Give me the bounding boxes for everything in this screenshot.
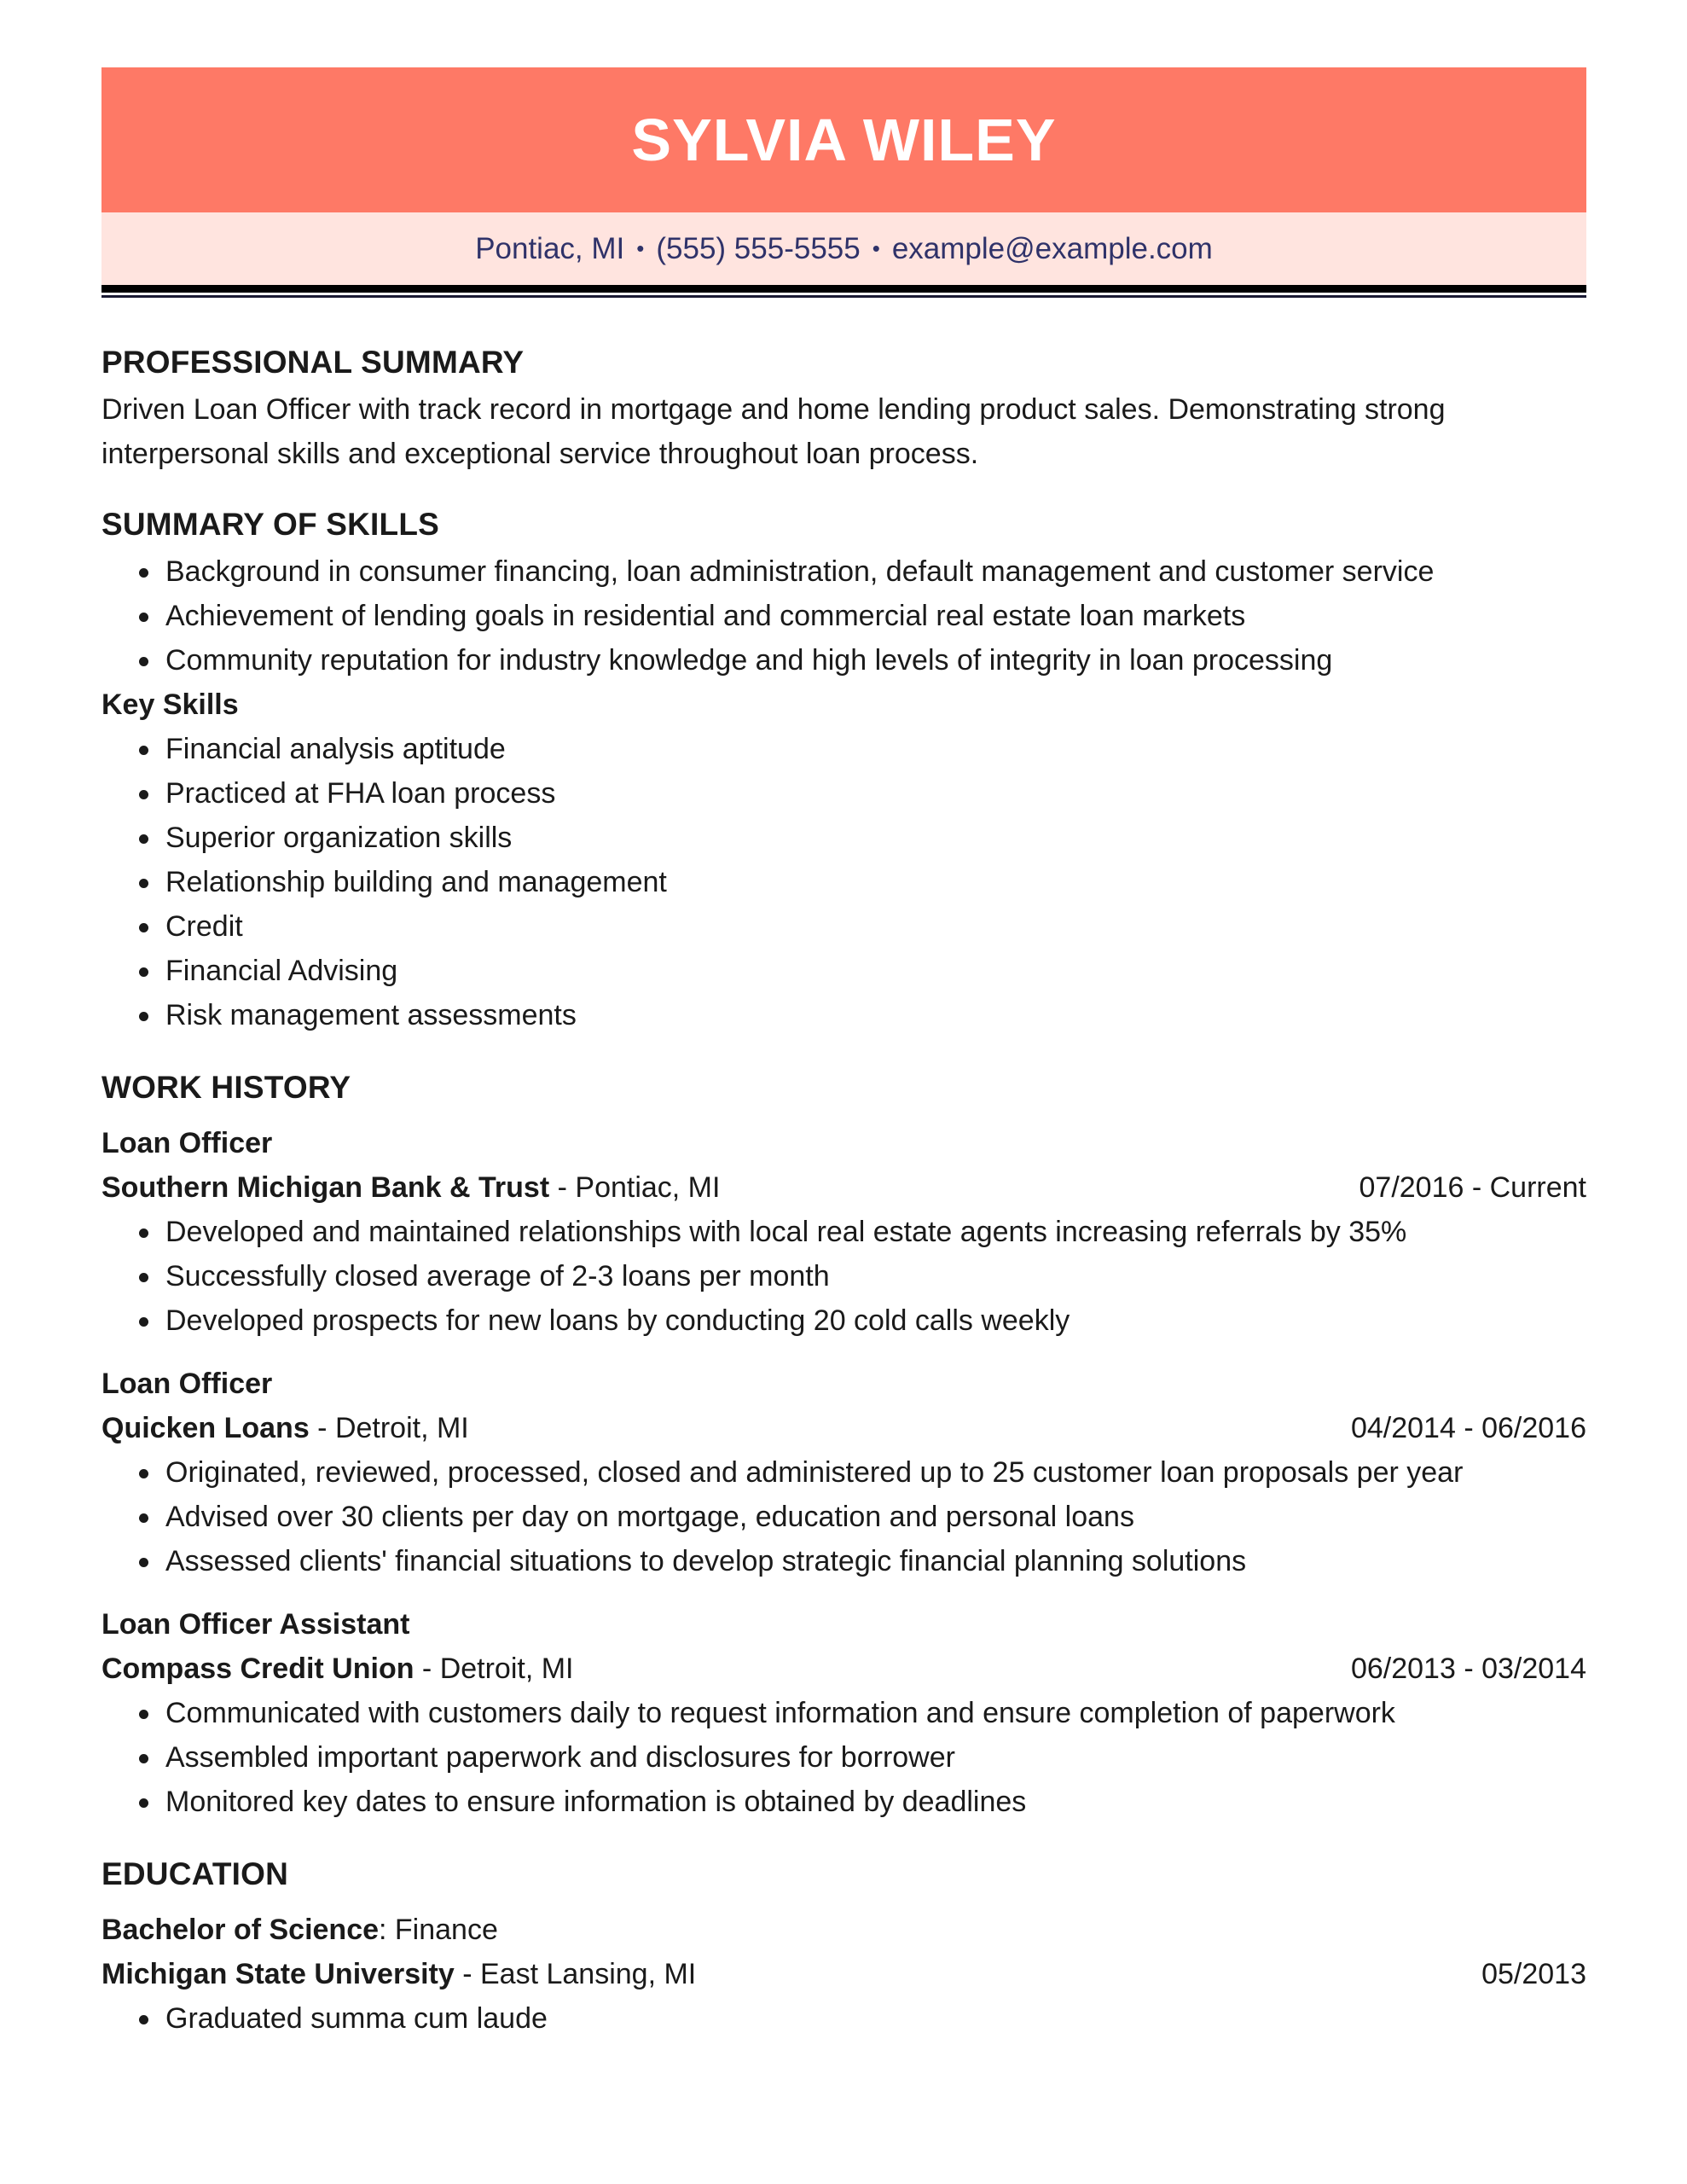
list-item: Developed prospects for new loans by conducting 20 cold calls weekly [101, 1298, 1586, 1343]
school-row [101, 1952, 1586, 1996]
bullet-icon [139, 657, 148, 666]
skills-list [101, 549, 1586, 682]
list-item: Graduated summa cum laude [101, 1996, 1586, 2041]
job-location: - Pontiac, MI [549, 1171, 721, 1204]
job-employer-row [101, 1165, 1586, 1210]
list-item: Monitored key dates to ensure information is obtained by deadlines [101, 1780, 1586, 1824]
list-item: Superior organization skills [101, 816, 1586, 860]
degree-name: Bachelor of Science [101, 1914, 380, 1946]
bullet-icon [139, 613, 148, 622]
degree-line [101, 1908, 1586, 1952]
list-item: Assessed clients' financial situations to develop strategic financial planning solutions [101, 1539, 1586, 1583]
job-dates: 06/2013 - 03/2014 [1350, 1653, 1586, 1685]
contact-email: example@example.com [891, 231, 1213, 265]
job-entry [101, 1121, 1586, 1343]
education-bullets [101, 1996, 1586, 2041]
job-role: Loan Officer Assistant [101, 1608, 410, 1641]
job-entry [101, 1362, 1586, 1583]
list-item: Credit [101, 904, 1586, 949]
school-location: - East Lansing, MI [454, 1958, 697, 1990]
list-item: Practiced at FHA loan process [101, 771, 1586, 816]
section-title: WORK HISTORY [101, 1070, 351, 1105]
contact-location: Pontiac, MI [475, 231, 625, 265]
list-item: Developed and maintained relationships with local real estate agents increasing referrals by 35% [101, 1210, 1586, 1254]
contact-separator: • [872, 235, 880, 261]
degree-field: : Finance [379, 1914, 498, 1946]
list-item: Financial Advising [101, 949, 1586, 993]
contact-separator: • [636, 235, 645, 261]
job-role: Loan Officer [101, 1368, 273, 1400]
job-company: Compass Credit Union [101, 1653, 415, 1685]
list-item: Community reputation for industry knowledge and high levels of integrity in loan processing [101, 638, 1586, 682]
professional-summary-section [101, 345, 1586, 476]
education-section [101, 1856, 1586, 2041]
bullet-icon [139, 834, 148, 844]
job-bullets [101, 1210, 1586, 1343]
job-employer-row [101, 1406, 1586, 1450]
list-item: Risk management assessments [101, 993, 1586, 1037]
bullet-icon [139, 2015, 148, 2024]
list-item: Background in consumer financing, loan administration, default management and customer service [101, 549, 1586, 594]
list-item: Communicated with customers daily to request information and ensure completion of paperwork [101, 1691, 1586, 1735]
bullet-icon [139, 1754, 148, 1763]
bullet-icon [139, 1710, 148, 1719]
bullet-icon [139, 1317, 148, 1327]
graduation-date: 05/2013 [1481, 1958, 1586, 1990]
resume-page [101, 67, 1586, 2041]
job-dates: 04/2014 - 06/2016 [1350, 1412, 1586, 1444]
job-location: - Detroit, MI [414, 1653, 574, 1685]
header-divider-thin [101, 295, 1586, 298]
job-company: Southern Michigan Bank & Trust [101, 1171, 550, 1204]
bullet-icon [139, 879, 148, 888]
work-history-section [101, 1070, 1586, 1824]
skills-section [101, 507, 1586, 1037]
list-item: Originated, reviewed, processed, closed and administered up to 25 customer loan proposals per year [101, 1450, 1586, 1495]
key-skills-title: Key Skills [101, 688, 239, 721]
bullet-icon [139, 1558, 148, 1567]
list-item: Assembled important paperwork and disclosures for borrower [101, 1735, 1586, 1780]
bullet-icon [139, 568, 148, 578]
candidate-name: SYLVIA WILEY [631, 107, 1057, 173]
list-item: Achievement of lending goals in residential and commercial real estate loan markets [101, 594, 1586, 638]
job-dates: 07/2016 - Current [1359, 1171, 1586, 1204]
list-item: Advised over 30 clients per day on mortgage, education and personal loans [101, 1495, 1586, 1539]
list-item: Financial analysis aptitude [101, 727, 1586, 771]
bullet-icon [139, 1228, 148, 1238]
header-divider-thick [101, 285, 1586, 293]
contact-phone: (555) 555-5555 [656, 231, 861, 265]
bullet-icon [139, 1012, 148, 1021]
job-bullets [101, 1450, 1586, 1583]
bullet-icon [139, 967, 148, 977]
section-title: EDUCATION [101, 1856, 288, 1891]
bullet-icon [139, 1469, 148, 1478]
key-skills-list [101, 727, 1586, 1037]
list-item: Relationship building and management [101, 860, 1586, 904]
job-employer-row [101, 1647, 1586, 1691]
name-banner [101, 67, 1586, 212]
section-title: PROFESSIONAL SUMMARY [101, 345, 525, 380]
summary-text: Driven Loan Officer with track record in mortgage and home lending product sales. Demonstrating strong interpersonal skills and exceptional service throughout loan process. [101, 393, 1446, 470]
job-bullets [101, 1691, 1586, 1824]
job-location: - Detroit, MI [309, 1412, 469, 1444]
bullet-icon [139, 1273, 148, 1282]
bullet-icon [139, 923, 148, 932]
list-item: Successfully closed average of 2-3 loans per month [101, 1254, 1586, 1298]
bullet-icon [139, 790, 148, 799]
job-role: Loan Officer [101, 1127, 273, 1159]
contact-bar [101, 212, 1586, 285]
job-company: Quicken Loans [101, 1412, 310, 1444]
bullet-icon [139, 1798, 148, 1808]
bullet-icon [139, 746, 148, 755]
job-entry [101, 1602, 1586, 1824]
section-title: SUMMARY OF SKILLS [101, 507, 440, 542]
school-name: Michigan State University [101, 1958, 455, 1990]
bullet-icon [139, 1513, 148, 1523]
